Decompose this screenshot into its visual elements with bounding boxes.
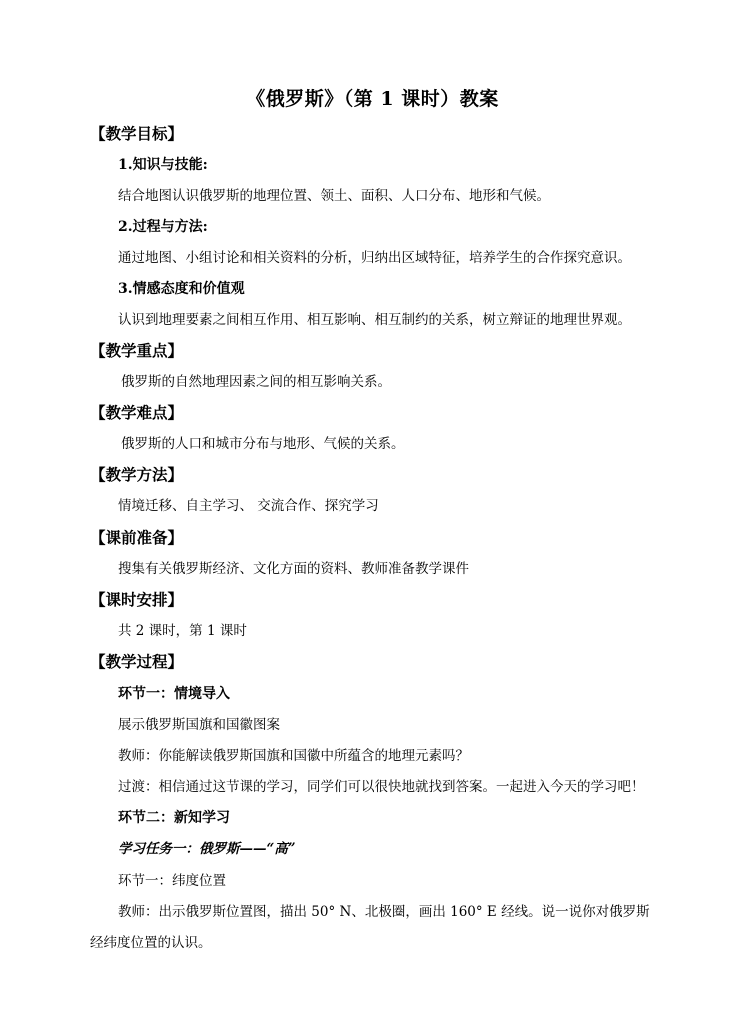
knowledge-heading: 1.知识与技能: <box>118 157 208 173</box>
teacher-line1: 教师：出示俄罗斯位置图，描出 50° N、北极圈，画出 160° E 经线。说一说你对俄罗斯 <box>118 904 650 920</box>
process-heading: 2.过程与方法: <box>118 219 208 235</box>
section-header-methods: 【教学方法】 <box>90 465 184 484</box>
methods-text: 情境迁移、自主学习、 交流合作、探究学习 <box>118 498 379 514</box>
step1-line2: 教师：你能解读俄罗斯国旗和国徽中所蕴含的地理元素吗？ <box>118 748 469 764</box>
step1-heading: 环节一：情境导入 <box>118 686 230 702</box>
step1-line1: 展示俄罗斯国旗和国徽图案 <box>118 717 280 733</box>
section-header-objectives: 【教学目标】 <box>90 124 184 143</box>
schedule-text: 共 2 课时，第 1 课时 <box>118 623 247 639</box>
step1-line3: 过渡：相信通过这节课的学习，同学们可以很快地就找到答案。一起进入今天的学习吧！ <box>118 779 645 795</box>
section-header-schedule: 【课时安排】 <box>90 590 184 609</box>
step2-heading: 环节二：新知学习 <box>118 810 230 826</box>
section-header-preparation: 【课前准备】 <box>90 528 184 547</box>
task1-heading: 学习任务一：俄罗斯——“高” <box>118 841 296 857</box>
sub-step-heading: 环节一：纬度位置 <box>118 873 226 889</box>
attitude-heading: 3.情感态度和价值观 <box>118 281 245 297</box>
document-title: 《俄罗斯》（第 1 课时）教案 <box>246 88 499 110</box>
section-header-difficulties: 【教学难点】 <box>90 403 184 422</box>
key-points-text: 俄罗斯的自然地理因素之间的相互影响关系。 <box>121 374 391 390</box>
preparation-text: 搜集有关俄罗斯经济、文化方面的资料、教师准备教学课件 <box>118 561 469 577</box>
teacher-line2: 经纬度位置的认识。 <box>90 935 212 951</box>
process-text: 通过地图、小组讨论和相关资料的分析，归纳出区域特征，培养学生的合作探究意识。 <box>118 250 631 266</box>
knowledge-text: 结合地图认识俄罗斯的地理位置、领土、面积、人口分布、地形和气候。 <box>118 188 550 204</box>
attitude-text: 认识到地理要素之间相互作用、相互影响、相互制约的关系，树立辩证的地理世界观。 <box>118 312 631 328</box>
section-header-key-points: 【教学重点】 <box>90 341 184 360</box>
difficulties-text: 俄罗斯的人口和城市分布与地形、气候的关系。 <box>121 436 405 452</box>
section-header-process: 【教学过程】 <box>90 652 184 671</box>
